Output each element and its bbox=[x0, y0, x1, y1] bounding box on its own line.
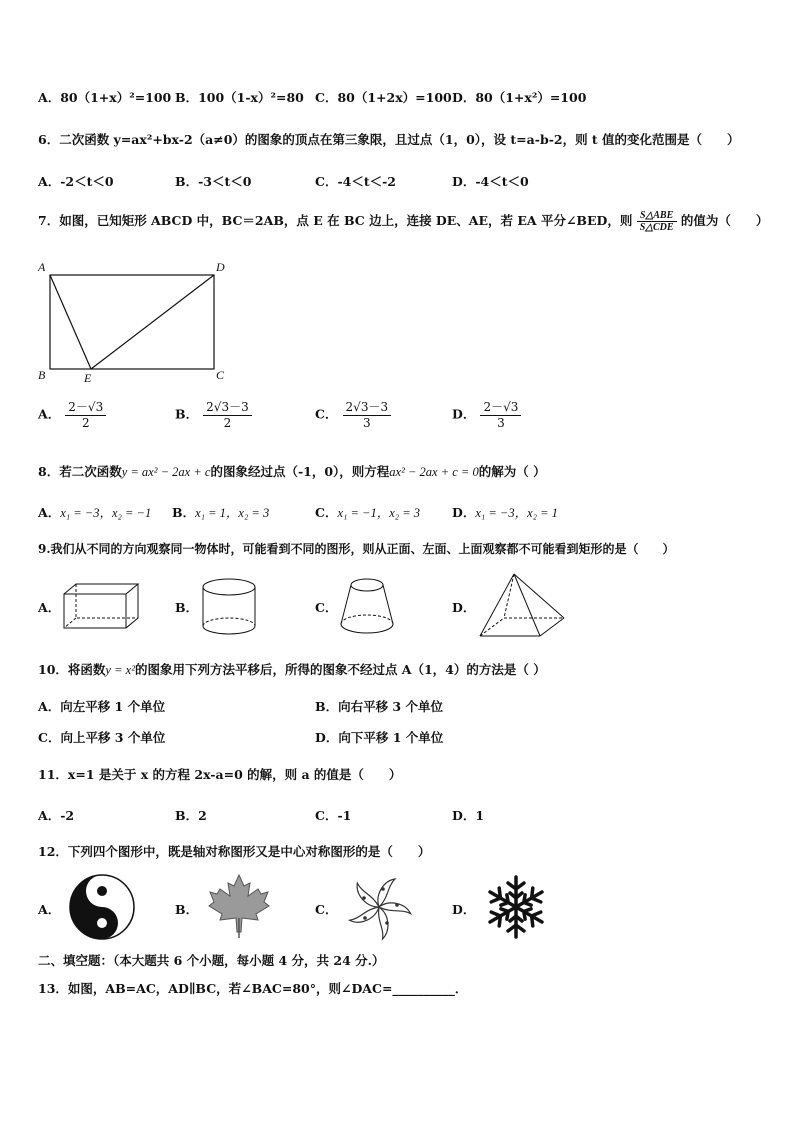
numerator: 2√3－3 bbox=[203, 398, 252, 416]
q13-stem: 13．如图，AB=AC，AD∥BC，若∠BAC=80°，则∠DAC=__________． bbox=[38, 981, 468, 996]
q10-option-b: B．向右平移 3 个单位 bbox=[315, 699, 443, 714]
q5-option-c: C．80（1+2x）=100 bbox=[315, 90, 452, 105]
q9-option-b: B． bbox=[175, 600, 199, 615]
q7-option-d-fraction bbox=[480, 398, 521, 430]
q5-option-a: A．80（1+x）²=100 bbox=[38, 90, 172, 105]
q7-option-c-letter: C． bbox=[315, 406, 338, 422]
q12-option-b: B． bbox=[175, 902, 199, 917]
q7-option-c bbox=[315, 398, 391, 430]
denominator: 3 bbox=[363, 416, 371, 430]
q8-stem-b: 的图象经过点（-1，0），则方程 bbox=[210, 464, 390, 479]
q10-option-a: A．向左平移 1 个单位 bbox=[38, 699, 166, 714]
pyramid-icon bbox=[474, 570, 570, 642]
q7-ratio-denominator: S△CDE bbox=[639, 222, 674, 233]
label-c: C bbox=[216, 368, 225, 382]
q11-option-a: A．-2 bbox=[38, 808, 75, 823]
q7-option-b bbox=[175, 398, 252, 430]
q8-stem bbox=[38, 462, 546, 480]
q10-stem-b: 的图象用下列方法平移后，所得的图象不经过点 A（1，4）的方法是（ ） bbox=[134, 662, 546, 677]
q8-option-a-text: x₁ = −3，x₂ = −1 bbox=[60, 506, 152, 520]
q10-stem bbox=[38, 660, 546, 678]
q7-option-a-fraction bbox=[65, 398, 106, 430]
q7-rectangle-figure bbox=[36, 260, 236, 386]
q8-option-c-text: x₁ = −1，x₂ = 3 bbox=[337, 506, 421, 520]
q8-stem-c: 的解为（ ） bbox=[478, 464, 546, 479]
q8-option-b-text: x₁ = 1，x₂ = 3 bbox=[195, 506, 270, 520]
q12-stem: 12．下列四个图形中，既是轴对称图形又是中心对称图形的是（ ） bbox=[38, 844, 431, 859]
q8-stem-a: 8．若二次函数 bbox=[38, 464, 122, 479]
maple-leaf-icon bbox=[206, 872, 272, 940]
q7-option-d bbox=[452, 398, 521, 430]
q8-option-b bbox=[172, 503, 269, 521]
q11-option-d: D．1 bbox=[452, 808, 485, 823]
rectangle-abcd bbox=[50, 275, 214, 369]
q11-option-b: B．2 bbox=[175, 808, 207, 823]
q9-stem: 9.我们从不同的方向观察同一物体时，可能看到不同的图形，则从正面、左面、上面观察都不可能看到矩形的是（ ） bbox=[38, 542, 675, 556]
q8-function: y = ax² − 2ax + c bbox=[121, 465, 211, 479]
segment-ae bbox=[50, 275, 91, 369]
q7-stem-text: 7．如图，已知矩形 ABCD 中，BC＝2AB，点 E 在 BC 边上，连接 DE、AE，若 EA 平分∠BED，则 bbox=[38, 213, 633, 228]
numerator: 2－√3 bbox=[65, 398, 106, 416]
snowflake-icon bbox=[480, 871, 552, 943]
q9-option-d: D． bbox=[452, 600, 476, 615]
q5-option-d: D．80（1+x²）=100 bbox=[452, 90, 587, 105]
segment-de bbox=[91, 275, 214, 369]
q10-option-c: C．向上平移 3 个单位 bbox=[38, 730, 166, 745]
bauhinia-flower-icon bbox=[344, 872, 414, 942]
q7-option-b-letter: B． bbox=[175, 406, 199, 422]
q7-option-b-fraction bbox=[203, 398, 252, 430]
q7-ratio-numerator: S△ABE bbox=[637, 210, 677, 222]
numerator: 2－√3 bbox=[480, 398, 521, 416]
q8-option-b-letter: B． bbox=[172, 505, 196, 520]
q8-equation: ax² − 2ax + c = 0 bbox=[389, 465, 479, 479]
q10-function: y = x² bbox=[105, 663, 135, 677]
q8-option-a bbox=[38, 503, 151, 521]
label-a: A bbox=[38, 260, 46, 274]
q8-option-d-text: x₁ = −3，x₂ = 1 bbox=[475, 506, 558, 520]
q10-option-d: D．向下平移 1 个单位 bbox=[315, 730, 444, 745]
q8-option-c bbox=[315, 503, 420, 521]
q9-option-c: C． bbox=[315, 600, 338, 615]
q12-option-d: D． bbox=[452, 902, 476, 917]
q11-option-c: C．-1 bbox=[315, 808, 352, 823]
yin-yang-icon bbox=[68, 873, 136, 941]
q6-option-d: D．-4＜t＜0 bbox=[452, 174, 529, 189]
q6-option-b: B．-3＜t＜0 bbox=[175, 174, 252, 189]
q7-option-d-letter: D． bbox=[452, 406, 476, 422]
q8-option-c-letter: C． bbox=[315, 505, 338, 520]
q7-stem-tail: 的值为（ ） bbox=[680, 213, 769, 228]
label-d: D bbox=[216, 260, 225, 274]
q6-stem: 6．二次函数 y=ax²+bx-2（a≠0）的图象的顶点在第三象限，且过点（1，0），设 t=a-b-2，则 t 值的变化范围是（ ） bbox=[38, 132, 740, 147]
q12-option-a: A． bbox=[38, 902, 61, 917]
q7-option-c-fraction bbox=[343, 398, 392, 430]
q6-option-c: C．-4＜t＜-2 bbox=[315, 174, 396, 189]
q7-option-a bbox=[38, 398, 106, 430]
q8-option-d bbox=[452, 503, 558, 521]
q8-option-d-letter: D． bbox=[452, 505, 476, 520]
q10-stem-a: 10．将函数 bbox=[38, 662, 106, 677]
section-2-heading: 二、填空题：（本大题共 6 个小题，每小题 4 分，共 24 分.） bbox=[38, 953, 385, 968]
label-b: B bbox=[38, 368, 46, 382]
q9-option-a: A． bbox=[38, 600, 61, 615]
cylinder-icon bbox=[198, 576, 260, 638]
q5-option-b: B．100（1-x）²=80 bbox=[175, 90, 304, 105]
cuboid-icon bbox=[60, 580, 142, 632]
label-e: E bbox=[84, 371, 92, 385]
numerator: 2√3－3 bbox=[343, 398, 392, 416]
denominator: 3 bbox=[497, 416, 505, 430]
q11-stem: 11．x=1 是关于 x 的方程 2x-a=0 的解，则 a 的值是（ ） bbox=[38, 767, 402, 782]
q7-stem bbox=[38, 210, 768, 233]
q8-option-a-letter: A． bbox=[38, 505, 61, 520]
q7-option-a-letter: A． bbox=[38, 406, 61, 422]
q6-option-a: A．-2＜t＜0 bbox=[38, 174, 114, 189]
frustum-icon bbox=[336, 574, 398, 638]
denominator: 2 bbox=[223, 416, 232, 430]
q7-area-ratio bbox=[637, 210, 677, 233]
q12-option-c: C． bbox=[315, 902, 338, 917]
denominator: 2 bbox=[81, 416, 90, 430]
